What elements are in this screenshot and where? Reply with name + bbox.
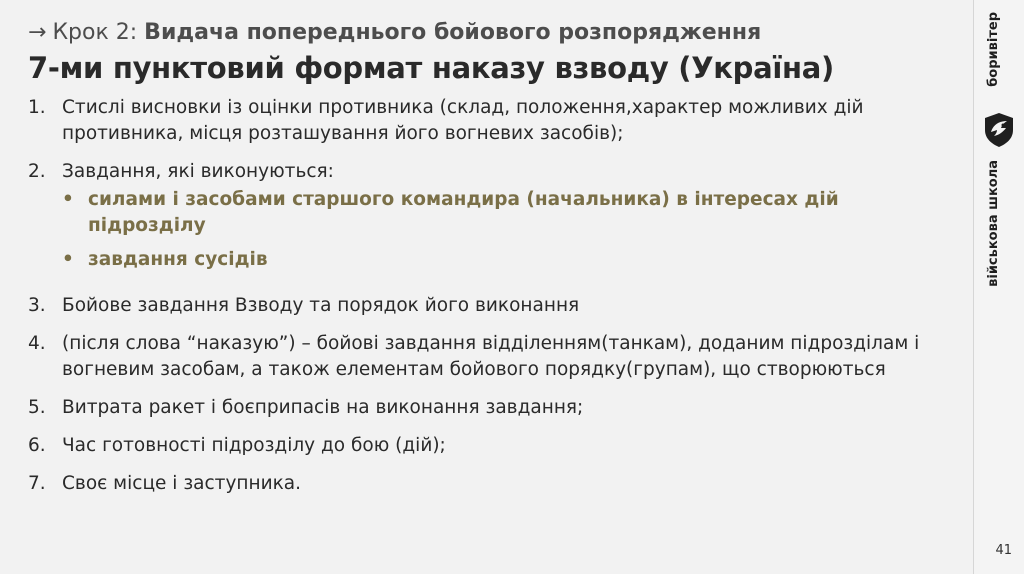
subtitle-bold: Видача попереднього бойового розпорядження xyxy=(144,20,762,45)
subtitle-prefix: Крок 2: xyxy=(52,20,138,45)
list-item xyxy=(28,433,958,459)
item-text: Своє місце і заступника. xyxy=(62,473,301,494)
slide-content xyxy=(28,20,958,509)
item-number: 6. xyxy=(28,435,46,456)
item-text: Час готовності підрозділу до бою (дій); xyxy=(62,435,446,456)
list-item xyxy=(28,471,958,497)
sub-list-item xyxy=(62,187,958,239)
arrow-right-icon: → xyxy=(28,20,47,45)
sub-list-item xyxy=(62,247,958,273)
page-number: 41 xyxy=(995,543,1012,558)
item-text: Витрата ракет і боєприпасів на виконання завдання; xyxy=(62,397,584,418)
list-item xyxy=(28,331,958,383)
sub-item-text: завдання сусідів xyxy=(88,249,268,270)
item-number: 7. xyxy=(28,473,46,494)
item-body xyxy=(62,159,958,281)
slide-title: 7-ми пунктовий формат наказу взводу (Україна) xyxy=(28,51,834,85)
bullet-icon: • xyxy=(62,189,74,210)
item-text: Бойове завдання Взводу та порядок його виконання xyxy=(62,295,580,316)
item-number: 2. xyxy=(28,161,46,182)
item-text: (після слова “наказую”) – бойові завдання відділенням(танкам), доданим підрозділам і вогневим засобам, а також елементам бойового порядку(групам), що створюються xyxy=(62,333,920,380)
item-number: 4. xyxy=(28,333,46,354)
falcon-shield-logo-icon xyxy=(983,112,1015,148)
list-item xyxy=(28,395,958,421)
item-text: Завдання, які виконуються: xyxy=(62,161,334,182)
sub-items-list xyxy=(62,187,958,273)
item-number: 1. xyxy=(28,97,46,118)
list-item xyxy=(28,293,958,319)
order-items-list xyxy=(28,95,958,497)
list-item xyxy=(28,159,958,281)
item-number: 5. xyxy=(28,397,46,418)
school-name: військова школа xyxy=(986,160,1001,287)
item-text: Стислі висновки із оцінки противника (склад, положення,характер можливих дій противника, місця розташування його вогневих засобів); xyxy=(62,97,864,144)
brand-name: боривітер xyxy=(986,12,1001,87)
bullet-icon: • xyxy=(62,249,74,270)
list-item xyxy=(28,95,958,147)
sub-item-text: силами і засобами старшого командира (начальника) в інтересах дій підрозділу xyxy=(88,189,839,236)
brand-sidebar xyxy=(973,0,1024,574)
item-number: 3. xyxy=(28,295,46,316)
slide-subtitle xyxy=(28,20,958,45)
